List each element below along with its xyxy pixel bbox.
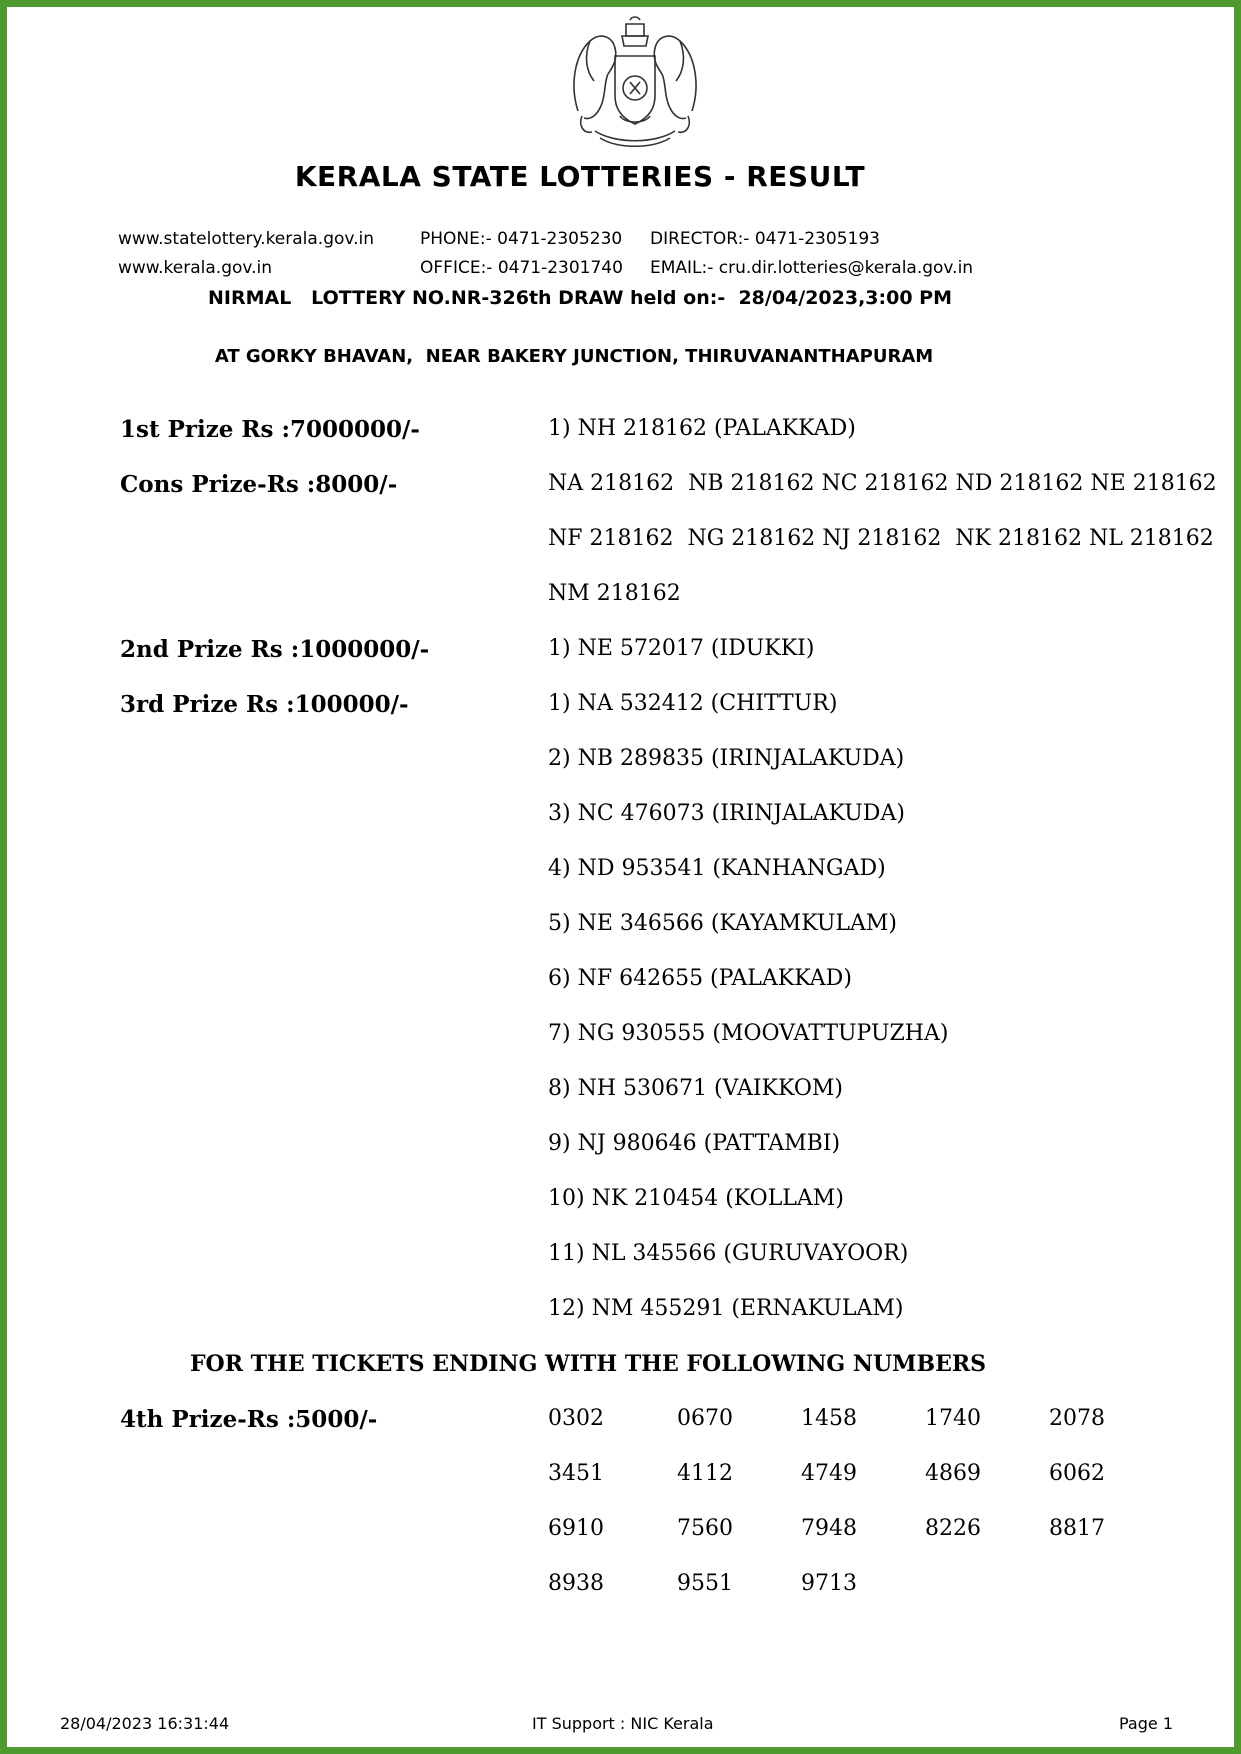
third-prize-label: 3rd Prize Rs :100000/- [120,691,409,718]
fourth-prize-number: 4112 [677,1461,733,1486]
third-prize-winner: 11) NL 345566 (GURUVAYOOR) [548,1241,909,1266]
cons-prize-line: NM 218162 [548,581,681,606]
fourth-prize-number: 7948 [801,1516,857,1541]
fourth-prize-number: 1740 [925,1406,981,1431]
third-prize-winner: 8) NH 530671 (VAIKKOM) [548,1076,843,1101]
third-prize-winner: 1) NA 532412 (CHITTUR) [548,691,838,716]
fourth-prize-number: 8938 [548,1571,604,1596]
second-prize-winner: 1) NE 572017 (IDUKKI) [548,636,815,661]
second-prize-label: 2nd Prize Rs :1000000/- [120,636,430,663]
third-prize-winner: 7) NG 930555 (MOOVATTUPUZHA) [548,1021,949,1046]
third-prize-winner: 3) NC 476073 (IRINJALAKUDA) [548,801,905,826]
fourth-prize-number: 8226 [925,1516,981,1541]
fourth-prize-number: 3451 [548,1461,604,1486]
office-number: OFFICE:- 0471-2301740 [420,258,623,278]
first-prize-winner: 1) NH 218162 (PALAKKAD) [548,416,856,441]
fourth-prize-number: 9713 [801,1571,857,1596]
fourth-prize-number: 0670 [677,1406,733,1431]
phone-number: PHONE:- 0471-2305230 [420,229,623,249]
website-link[interactable]: www.kerala.gov.in [118,258,273,278]
ending-numbers-heading: FOR THE TICKETS ENDING WITH THE FOLLOWING NUMBERS [189,1351,987,1377]
draw-info: NIRMAL LOTTERY NO.NR-326th DRAW held on:- 28/04/2023,3:00 PM [207,287,953,309]
third-prize-winner: 2) NB 289835 (IRINJALAKUDA) [548,746,905,771]
footer-page-number: Page 1 [1119,1714,1173,1733]
page-title: KERALA STATE LOTTERIES - RESULT [294,160,866,193]
venue: AT GORKY BHAVAN, NEAR BAKERY JUNCTION, THIRUVANANTHAPURAM [214,346,934,367]
fourth-prize-number: 6062 [1049,1461,1105,1486]
fourth-prize-number: 6910 [548,1516,604,1541]
first-prize-label: 1st Prize Rs :7000000/- [120,416,420,443]
fourth-prize-number: 2078 [1049,1406,1105,1431]
fourth-prize-number: 4869 [925,1461,981,1486]
fourth-prize-number: 9551 [677,1571,733,1596]
director-number: DIRECTOR:- 0471-2305193 [650,229,880,249]
kerala-state-emblem-icon [560,16,710,151]
cons-prize-label: Cons Prize-Rs :8000/- [120,471,398,498]
cons-prize-line: NA 218162 NB 218162 NC 218162 ND 218162 NE 218162 [548,471,1217,496]
fourth-prize-number: 0302 [548,1406,604,1431]
footer-support: IT Support : NIC Kerala [532,1714,714,1733]
cons-prize-line: NF 218162 NG 218162 NJ 218162 NK 218162 NL 218162 [548,526,1214,551]
third-prize-winner: 5) NE 346566 (KAYAMKULAM) [548,911,898,936]
fourth-prize-number: 1458 [801,1406,857,1431]
fourth-prize-number: 4749 [801,1461,857,1486]
email-link[interactable]: EMAIL:- cru.dir.lotteries@kerala.gov.in [650,258,974,278]
third-prize-winner: 4) ND 953541 (KANHANGAD) [548,856,886,881]
third-prize-winner: 10) NK 210454 (KOLLAM) [548,1186,844,1211]
footer-timestamp: 28/04/2023 16:31:44 [60,1714,230,1733]
fourth-prize-number: 7560 [677,1516,733,1541]
third-prize-winner: 6) NF 642655 (PALAKKAD) [548,966,852,991]
fourth-prize-number: 8817 [1049,1516,1105,1541]
third-prize-winner: 12) NM 455291 (ERNAKULAM) [548,1296,904,1321]
third-prize-winner: 9) NJ 980646 (PATTAMBI) [548,1131,841,1156]
website-link[interactable]: www.statelottery.kerala.gov.in [118,229,375,249]
fourth-prize-label: 4th Prize-Rs :5000/- [120,1406,378,1433]
